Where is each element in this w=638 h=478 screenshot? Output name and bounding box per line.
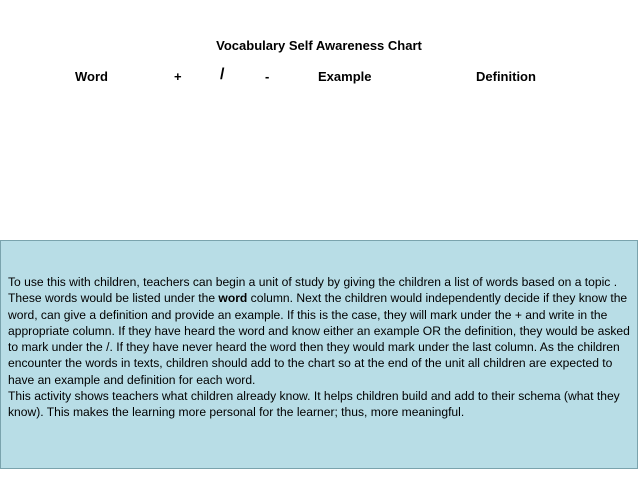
instructions-box [0,240,638,469]
chart-title: Vocabulary Self Awareness Chart [216,38,422,53]
column-header-slash: / [220,66,225,83]
instructions-paragraph-2: This activity shows teachers what children already know. It helps children build and add to their schema (what they know). This makes the learning more personal for the learner; thus, more meaningful. [8,389,620,420]
column-header-definition: Definition [476,69,536,84]
instructions-text [8,274,633,421]
instructions-paragraph-1 [8,274,633,388]
column-header-example: Example [318,69,372,84]
column-header-minus: - [265,69,270,84]
paragraph-1-start: To use this with children, teachers can begin a unit of study by giving the children a list of words based on a topic . These words would be listed under the [8,275,618,306]
column-header-plus: + [174,69,182,84]
bold-word-term: word [218,291,248,306]
column-header-word: Word [75,69,108,84]
paragraph-1-end: column. Next the children would independently decide if they know the word, can give a definition and provide an example. If this is the case, they will mark under the + and write in the appropriate column. If they have heard the word and know either an example OR the definition, they would be asked to mark under the /. If they have never heard the word then they would mark under the last column. As the children encounter the words in texts, children should add to the chart so at the end of the unit all children are expected to have an example and definition for each word. [8,291,630,387]
